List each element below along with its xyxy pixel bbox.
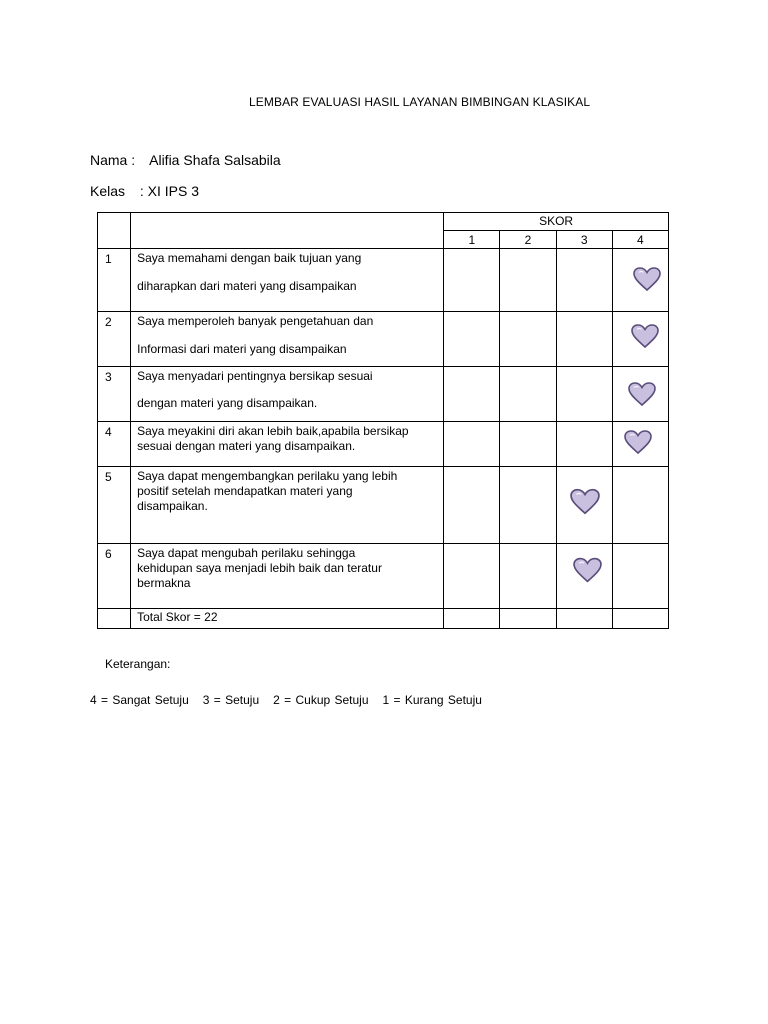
heart-icon [624,430,652,455]
statement-line: kehidupan saya menjadi lebih baik dan teratur [137,561,382,575]
score-cell [444,249,500,312]
table-row [98,544,669,609]
score-col-header: 4 [612,231,668,249]
class-label: Kelas [90,183,126,199]
heart-icon [633,267,661,292]
score-cell [612,467,668,544]
statement-line: positif setelah mendapatkan materi yang [137,484,353,498]
score-cell [612,544,668,609]
score-cell [444,467,500,544]
score-cell [556,422,612,467]
statement-line: Saya meyakini diri akan lebih baik,apabila bersikap [137,424,409,438]
score-cell [444,422,500,467]
row-number: 6 [98,544,131,609]
statement-line: diharapkan dari materi yang disampaikan [137,279,357,293]
score-cell [444,544,500,609]
statement-line: Saya memperoleh banyak pengetahuan dan [137,314,374,328]
score-cell [444,609,500,629]
score-cell [500,544,556,609]
legend-item: 2 = Cukup Setuju [273,693,369,707]
score-col-header: 2 [500,231,556,249]
row-number: 4 [98,422,131,467]
score-cell [444,367,500,422]
header-no-cell [98,213,131,249]
name-row [90,152,281,168]
score-cell [500,609,556,629]
statement-cell [131,467,444,544]
table-row [98,249,669,312]
total-row [98,609,669,629]
class-row [90,183,199,199]
statement-cell [131,367,444,422]
score-cell [500,312,556,367]
statement-cell [131,312,444,367]
legend-item: 1 = Kurang Setuju [382,693,482,707]
table-row [98,422,669,467]
score-cell [500,467,556,544]
statement-line: Informasi dari materi yang disampaikan [137,342,347,356]
score-cell [556,467,612,544]
statement-line: Saya memahami dengan baik tujuan yang [137,251,362,265]
total-no-cell [98,609,131,629]
name-label: Nama : [90,152,136,168]
score-legend [90,693,496,707]
score-cell [612,249,668,312]
statement-line: Saya dapat mengubah perilaku sehingga [137,546,356,560]
keterangan-label: Keterangan: [105,657,171,671]
row-number: 3 [98,367,131,422]
score-cell [500,249,556,312]
score-cell [612,609,668,629]
statement-line: disampaikan. [137,499,208,513]
score-col-header: 1 [444,231,500,249]
score-cell [500,367,556,422]
heart-icon [631,324,659,349]
statement-line: dengan materi yang disampaikan. [137,396,318,410]
table-row [98,367,669,422]
statement-line: Saya dapat mengembangkan perilaku yang lebih [137,469,398,483]
score-cell [612,367,668,422]
score-cell [556,249,612,312]
legend-item: 4 = Sangat Setuju [90,693,189,707]
score-col-header: 3 [556,231,612,249]
statement-cell [131,422,444,467]
document-title: LEMBAR EVALUASI HASIL LAYANAN BIMBINGAN KLASIKAL [249,95,591,109]
row-number: 1 [98,249,131,312]
score-cell [556,367,612,422]
legend-item: 3 = Setuju [202,693,260,707]
statement-line: bermakna [137,576,191,590]
statement-cell [131,249,444,312]
class-value: : XI IPS 3 [139,183,200,199]
statement-line: sesuai dengan materi yang disampaikan. [137,439,356,453]
score-cell [556,312,612,367]
total-score-label: Total Skor = 22 [131,609,444,629]
score-cell [556,544,612,609]
statement-line: Saya menyadari pentingnya bersikap sesuai [137,369,373,383]
statement-cell [131,544,444,609]
heart-icon [628,382,656,407]
header-statement-cell [131,213,444,249]
skor-header: SKOR [444,213,669,231]
score-cell [612,422,668,467]
score-cell [556,609,612,629]
score-cell [500,422,556,467]
table-row [98,467,669,544]
heart-icon [573,557,602,584]
score-cell [444,312,500,367]
name-value: Alifia Shafa Salsabila [149,152,281,168]
score-cell [612,312,668,367]
row-number: 5 [98,467,131,544]
row-number: 2 [98,312,131,367]
table-row [98,312,669,367]
heart-icon [570,488,600,516]
evaluation-table [97,212,669,629]
